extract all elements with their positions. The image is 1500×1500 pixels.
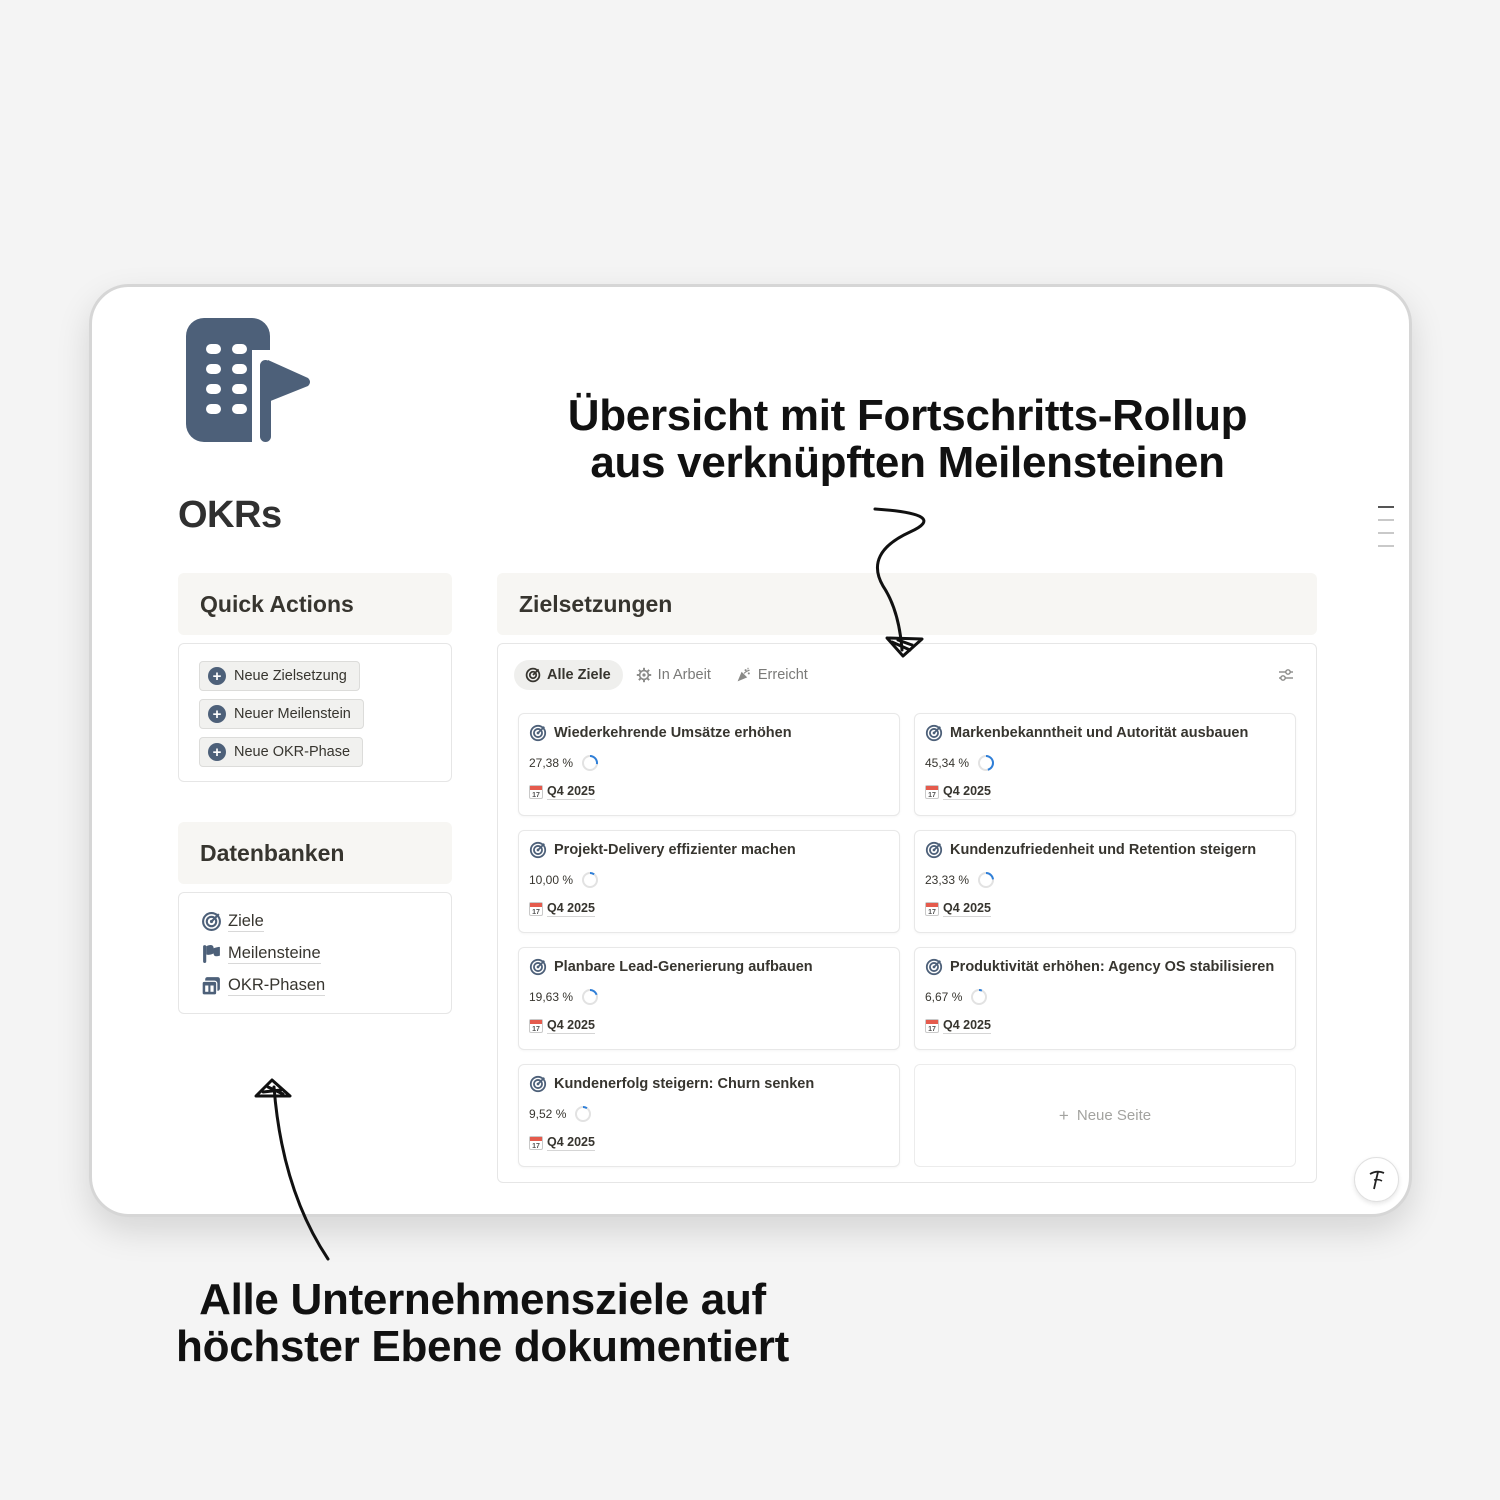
tab-alle-ziele[interactable]: [514, 660, 623, 690]
calendar-icon: [201, 975, 222, 996]
progress-ring-icon: [581, 871, 599, 889]
database-link-ziele[interactable]: [201, 911, 264, 932]
databases-panel: [178, 892, 452, 1014]
card-title-text: Produktivität erhöhen: Agency OS stabilisieren: [950, 959, 1275, 975]
progress-ring-icon: [581, 754, 599, 772]
annotation-rollup: [540, 392, 1275, 486]
progress-ring-icon: [581, 988, 599, 1006]
target-icon: [925, 958, 943, 976]
card-date: [529, 1018, 595, 1034]
card-title-text: Projekt-Delivery effizienter machen: [554, 842, 796, 858]
card-title-text: Planbare Lead-Generierung aufbauen: [554, 959, 813, 975]
database-label: Meilensteine: [228, 944, 321, 962]
page-title: OKRs: [178, 494, 282, 536]
calendar-icon: 17: [529, 785, 543, 799]
database-link-okr-phasen[interactable]: [201, 975, 325, 996]
progress-value: 45,34 %: [925, 756, 970, 770]
target-icon: [529, 841, 547, 859]
annotation-line: aus verknüpften Meilensteinen: [590, 438, 1225, 487]
databases-heading: Datenbanken: [178, 822, 452, 884]
calendar-icon: 17: [529, 1136, 543, 1150]
annotation-goals: [150, 1276, 815, 1370]
card-title: [529, 841, 796, 859]
date-value: Q4 2025: [547, 784, 595, 798]
tab-label: Erreicht: [757, 667, 808, 683]
card-date: [925, 901, 991, 917]
progress-ring-icon: [970, 988, 988, 1006]
new-objective-button[interactable]: [199, 661, 360, 691]
annotation-line: Alle Unternehmensziele auf: [199, 1275, 766, 1324]
gear-icon: [636, 667, 652, 683]
flag-icon: [201, 943, 222, 964]
card-title-text: Kundenerfolg steigern: Churn senken: [554, 1076, 815, 1092]
plus-circle-icon: +: [208, 743, 226, 761]
new-okr-phase-button[interactable]: [199, 737, 363, 767]
objective-card[interactable]: [518, 1064, 900, 1167]
card-date: [925, 1018, 991, 1034]
calendar-icon: 17: [529, 1019, 543, 1033]
progress-ring-icon: [574, 1105, 592, 1123]
tab-erreicht[interactable]: [725, 660, 820, 690]
target-icon: [201, 911, 222, 932]
target-icon: [529, 1075, 547, 1093]
view-settings-icon[interactable]: [1278, 668, 1294, 682]
progress-value: 23,33 %: [925, 873, 970, 887]
objective-card[interactable]: [914, 830, 1296, 933]
card-title: [529, 724, 792, 742]
new-page-card[interactable]: [914, 1064, 1296, 1167]
new-milestone-button[interactable]: [199, 699, 364, 729]
table-of-contents-indicator[interactable]: [1378, 506, 1394, 558]
progress-ring-icon: [977, 754, 995, 772]
calendar-icon: 17: [925, 902, 939, 916]
plus-circle-icon: +: [208, 705, 226, 723]
objective-card[interactable]: [914, 947, 1296, 1050]
calendar-icon: 17: [529, 902, 543, 916]
card-title-text: Kundenzufriedenheit und Retention steigern: [950, 842, 1257, 858]
progress-ring-icon: [977, 871, 995, 889]
card-title: [925, 724, 1248, 742]
plus-icon: +: [1058, 1105, 1069, 1125]
card-date: [529, 1135, 595, 1151]
button-label: Neue Zielsetzung: [234, 668, 347, 684]
progress-value: 19,63 %: [529, 990, 574, 1004]
card-title: [529, 1075, 814, 1093]
date-value: Q4 2025: [547, 1018, 595, 1032]
objective-card[interactable]: [518, 830, 900, 933]
card-progress: [529, 1105, 592, 1123]
database-link-meilensteine[interactable]: [201, 943, 321, 964]
card-date: [529, 784, 595, 800]
date-value: Q4 2025: [943, 784, 991, 798]
annotation-line: Übersicht mit Fortschritts-Rollup: [567, 391, 1248, 440]
card-date: [925, 784, 991, 800]
help-button[interactable]: [1354, 1157, 1399, 1202]
progress-value: 6,67 %: [925, 990, 963, 1004]
calendar-icon: 17: [925, 785, 939, 799]
card-title-text: Markenbekanntheit und Autorität ausbauen: [950, 725, 1249, 741]
card-title: [925, 958, 1274, 976]
card-progress: [925, 754, 995, 772]
objective-card[interactable]: [518, 947, 900, 1050]
date-value: Q4 2025: [943, 1018, 991, 1032]
plus-circle-icon: +: [208, 667, 226, 685]
date-value: Q4 2025: [943, 901, 991, 915]
target-icon: [525, 667, 541, 683]
view-tabs: [514, 660, 822, 690]
objectives-gallery: [497, 643, 1317, 1183]
new-page-label: Neue Seite: [1076, 1107, 1152, 1124]
progress-value: 10,00 %: [529, 873, 574, 887]
annotation-line: höchster Ebene dokumentiert: [176, 1322, 789, 1371]
date-value: Q4 2025: [547, 901, 595, 915]
target-icon: [925, 724, 943, 742]
card-title: [529, 958, 813, 976]
objective-card[interactable]: [518, 713, 900, 816]
target-icon: [925, 841, 943, 859]
card-title: [925, 841, 1256, 859]
calendar-icon: 17: [925, 1019, 939, 1033]
quick-actions-heading: Quick Actions: [178, 573, 452, 635]
database-label: Ziele: [228, 912, 264, 930]
help-icon: [1366, 1168, 1388, 1192]
party-popper-icon: [736, 667, 752, 683]
card-title-text: Wiederkehrende Umsätze erhöhen: [554, 725, 792, 741]
date-value: Q4 2025: [547, 1135, 595, 1149]
tab-in-arbeit[interactable]: [625, 660, 723, 690]
tab-label: In Arbeit: [657, 667, 711, 683]
button-label: Neuer Meilenstein: [234, 706, 351, 722]
quick-actions-panel: [178, 643, 452, 782]
card-progress: [529, 988, 599, 1006]
objective-card[interactable]: [914, 713, 1296, 816]
building-flag-icon: [180, 316, 314, 446]
tab-label: Alle Ziele: [547, 667, 611, 683]
progress-value: 27,38 %: [529, 756, 574, 770]
card-progress: [529, 754, 599, 772]
progress-value: 9,52 %: [529, 1107, 567, 1121]
objectives-heading: Zielsetzungen: [497, 573, 1317, 635]
card-progress: [529, 871, 599, 889]
target-icon: [529, 958, 547, 976]
button-label: Neue OKR-Phase: [234, 744, 351, 760]
card-progress: [925, 871, 995, 889]
card-date: [529, 901, 595, 917]
target-icon: [529, 724, 547, 742]
database-label: OKR-Phasen: [228, 976, 326, 994]
card-progress: [925, 988, 988, 1006]
